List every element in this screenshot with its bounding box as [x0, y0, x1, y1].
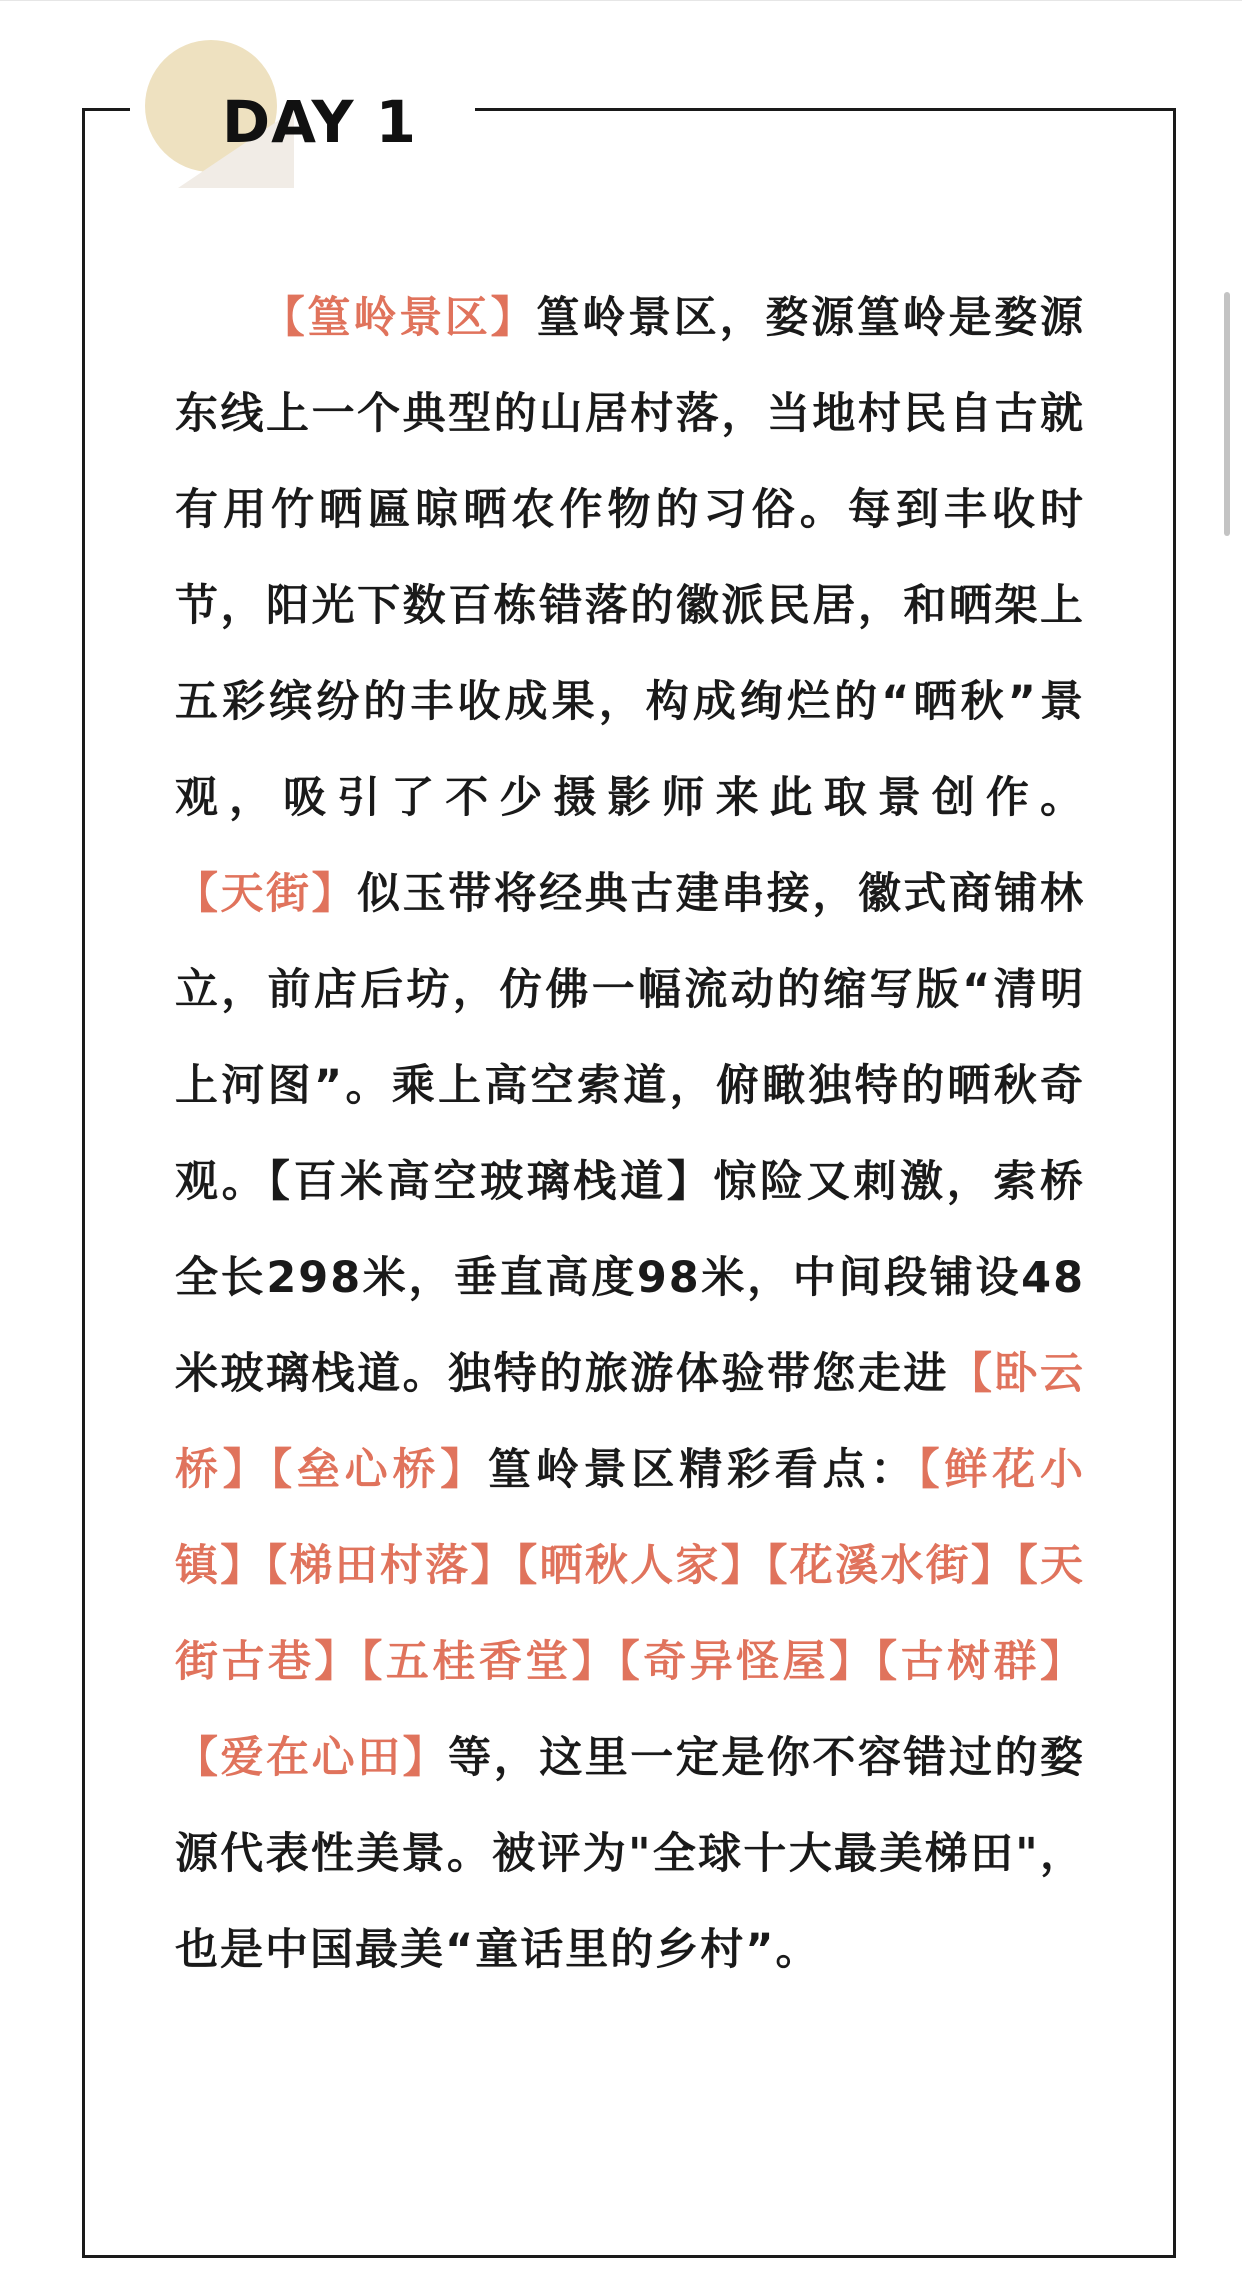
text-segment: 篁岭景区，婺源篁岭是婺源东线上一个典型的山居村落，当地村民自古就有用竹晒匾晾晒农作物的习俗。每到丰收时节，阳光下数百栋错落的徽派民居，和晒架上五彩缤纷的丰收成果，构成绚烂的“晒秋”景观，吸引了不少摄影师来此取景创作。 [175, 293, 1086, 823]
highlight-huangling: 【篁岭景区】 [261, 293, 537, 343]
highlight-bridges: 【卧云桥】【垒心桥】 [175, 1349, 1086, 1495]
day-title: DAY 1 [222, 88, 418, 156]
article-body [175, 270, 1085, 1998]
top-divider [0, 0, 1242, 1]
highlight-spots: 【鲜花小镇】【梯田村落】【晒秋人家】【花溪水街】【天街古巷】【五桂香堂】【奇异怪屋】【古树群】【爱在心田】 [175, 1445, 1086, 1783]
highlight-tianjie: 【天街】 [175, 869, 358, 919]
text-segment: 篁岭景区精彩看点： [488, 1445, 919, 1495]
scrollbar[interactable] [1224, 292, 1230, 536]
text-segment: 似玉带将经典古建串接，徽式商铺林立，前店后坊，仿佛一幅流动的缩写版“清明上河图”。乘上高空索道，俯瞰独特的晒秋奇观。【百米高空玻璃栈道】惊险又刺激，索桥全长298米，垂直高度98米，中间段铺设48米玻璃栈道。独特的旅游体验带您走进 [175, 869, 1086, 1399]
text-segment: 等，这里一定是你不容错过的婺源代表性美景。被评为"全球十大最美梯田"，也是中国最美“童话里的乡村”。 [175, 1733, 1086, 1975]
